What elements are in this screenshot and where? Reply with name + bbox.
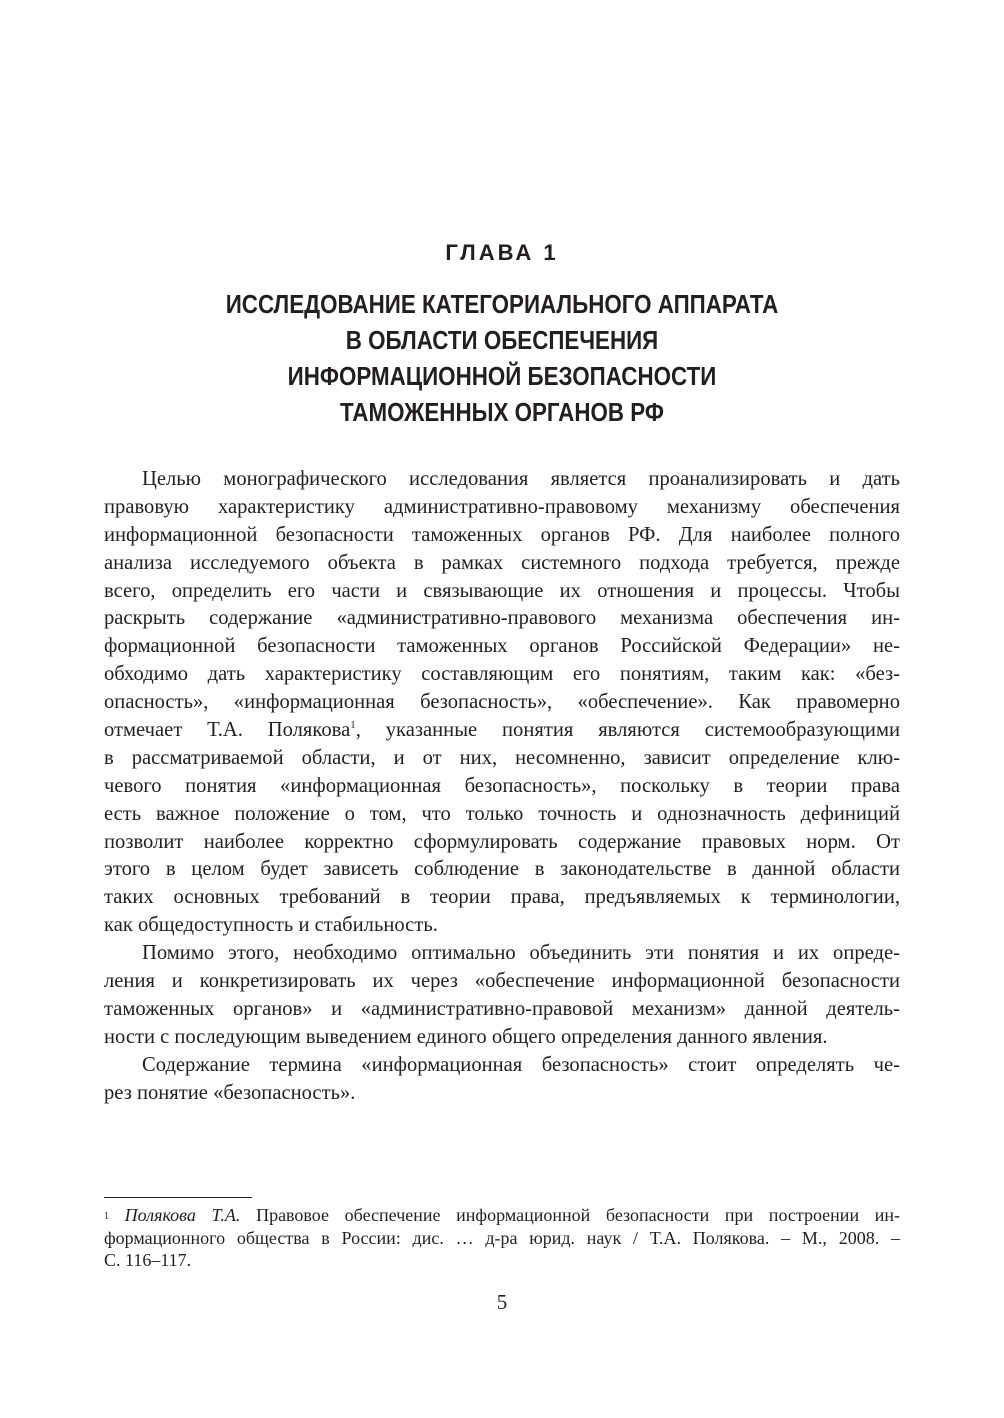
text-line: чевого понятия «информационная безопасность», поскольку в теории права <box>104 774 900 797</box>
footnote-text: Правовое обеспечение информационной безопасности при построении ин- <box>240 1205 900 1225</box>
chapter-title <box>70 286 933 430</box>
text-line: есть важное положение о том, что только точность и однозначность дефиниций <box>104 802 900 825</box>
text-line-with-footnote <box>104 717 900 745</box>
text-line: ления и конкретизировать их через «обеспечение информационной безопасности <box>104 970 900 993</box>
text-line: рез понятие «безопасность». <box>104 1081 356 1104</box>
footnote-marker: 1 <box>104 1211 109 1222</box>
text-line: Помимо этого, необходимо оптимально объединить эти понятия и их опреде- <box>142 942 900 965</box>
chapter-title-line: ИССЛЕДОВАНИЕ КАТЕГОРИАЛЬНОГО АППАРАТА <box>225 289 779 319</box>
text-line: таких основных требований в теории права, предъявляемых к терминологии, <box>104 886 900 909</box>
footnote <box>104 1204 900 1272</box>
chapter-title-line: ТАМОЖЕННЫХ ОРГАНОВ РФ <box>340 397 664 427</box>
chapter-title-line: ИНФОРМАЦИОННОЙ БЕЗОПАСНОСТИ <box>287 361 717 391</box>
text-line: Целью монографического исследования является проанализировать и дать <box>142 468 900 490</box>
chapter-title-line: В ОБЛАСТИ ОБЕСПЕЧЕНИЯ <box>345 325 659 355</box>
text-line: обходимо дать характеристику составляющим его понятиям, таким как: «без- <box>104 663 900 686</box>
text-line: опасность», «информационная безопасность», «обеспечение». Как правомерно <box>104 691 900 714</box>
page-number: 5 <box>496 1290 508 1314</box>
footnote-reference[interactable]: 1 <box>350 719 356 732</box>
text-line: ности с последующим выведением единого общего определения данного явления. <box>104 1025 828 1048</box>
text-line: информационной безопасности таможенных органов РФ. Для наиболее полного <box>104 523 900 546</box>
footnote-divider <box>104 1197 252 1198</box>
text-line: раскрыть содержание «административно-правового механизма обеспечения ин- <box>104 607 900 630</box>
text-line: формационной безопасности таможенных органов Российской Федерации» не- <box>104 635 900 658</box>
footnote-line: формационного общества в России: дис. … д-ра юрид. наук / Т.А. Полякова. – М., 2008. – <box>104 1227 900 1248</box>
text-line: позволит наиболее корректно сформулировать содержание правовых норм. От <box>104 830 900 853</box>
footnote-line: С. 116–117. <box>104 1250 192 1270</box>
text-fragment: , указанные понятия являются системообразующими <box>355 719 900 742</box>
text-line: этого в целом будет зависеть соблюдение в законодательстве в данной области <box>104 858 900 881</box>
text-line: как общедоступность и стабильность. <box>104 914 438 937</box>
text-line: в рассматриваемой области, и от них, несомненно, зависит определение клю- <box>104 746 900 769</box>
footnote-author: Полякова Т.А. <box>124 1205 241 1225</box>
text-line: анализа исследуемого объекта в рамках системного подхода требуется, прежде <box>104 551 900 574</box>
text-line: Содержание термина «информационная безопасность» стоит определять че- <box>142 1053 900 1076</box>
footnote-line <box>104 1204 900 1227</box>
chapter-label: ГЛАВА 1 <box>445 240 559 265</box>
text-fragment: отмечает Т.А. Полякова <box>104 719 351 742</box>
text-line: таможенных органов» и «административно-правовой механизм» данной деятель- <box>104 997 900 1020</box>
text-line: всего, определить его части и связывающие их отношения и процессы. Чтобы <box>104 579 900 602</box>
text-line: правовую характеристику административно-правовому механизму обеспечения <box>104 495 900 518</box>
body-text <box>104 466 900 1107</box>
